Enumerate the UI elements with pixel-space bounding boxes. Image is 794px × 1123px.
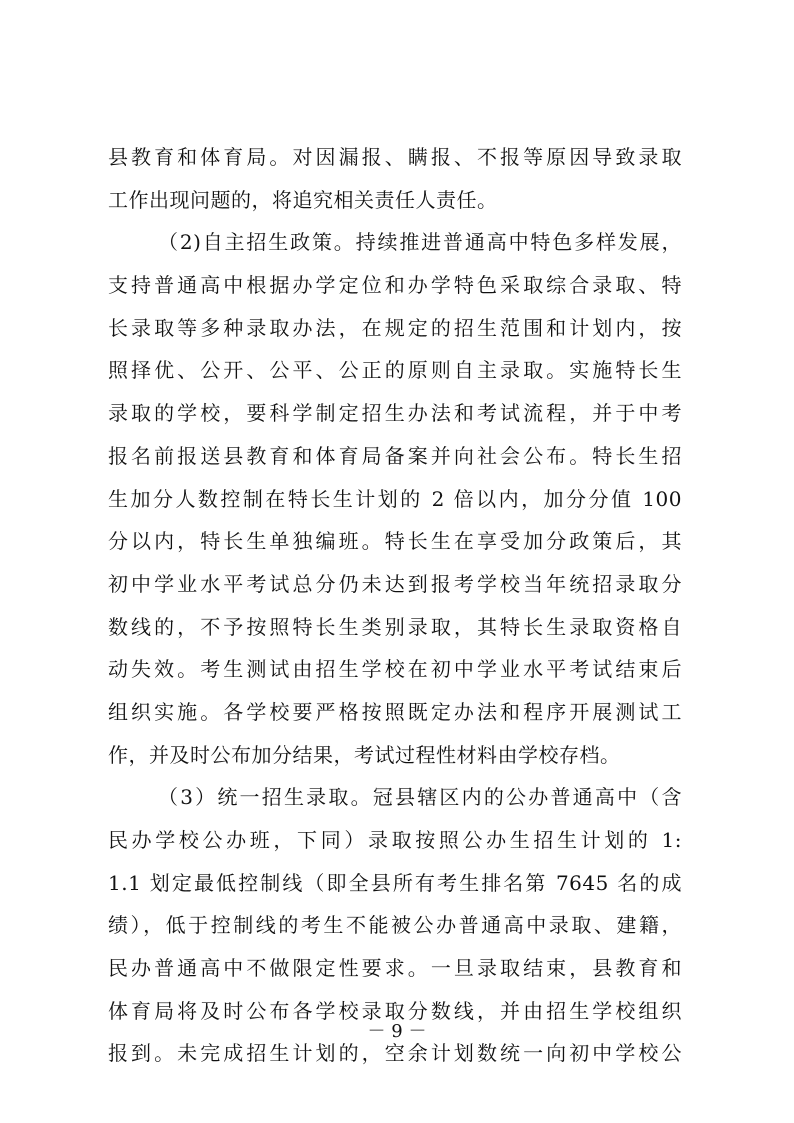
text-line: 初中学业水平考试总分仍未达到报考学校当年统招录取分 — [108, 571, 682, 596]
text-line: 照择优、公开、公平、公正的原则自主录取。实施特长生 — [108, 358, 682, 383]
page-number: － 9 － — [367, 1021, 427, 1042]
text-line: 数线的，不予按照特长生类别录取，其特长生录取资格自 — [108, 614, 682, 639]
text-line: 动失效。考生测试由招生学校在初中学业水平考试结束后 — [108, 657, 682, 682]
text-line: 分以内，特长生单独编班。特长生在享受加分政策后，其 — [108, 529, 682, 554]
text-line: 1.1 划定最低控制线（即全县所有考生排名第 7645 名的成 — [108, 870, 682, 895]
text-line: 民办学校公办班，下同）录取按照公办生招生计划的 1: — [108, 828, 682, 852]
paragraph-start-line: （2)自主招生政策。持续推进普通高中特色多样发展， — [158, 230, 682, 255]
text-line: 支持普通高中根据办学定位和办学特色采取综合录取、特 — [108, 273, 682, 298]
text-line: 县教育和体育局。对因漏报、瞒报、不报等原因导致录取 — [108, 145, 682, 169]
text-line: 报名前报送县教育和体育局备案并向社会公布。特长生招 — [108, 443, 682, 468]
text-line: 录取的学校，要科学制定招生办法和考试流程，并于中考 — [108, 401, 682, 426]
text-line: 作，并及时公布加分结果，考试过程性材料由学校存档。 — [108, 742, 621, 767]
body-text — [108, 136, 682, 1075]
text-line: 绩），低于控制线的考生不能被公办普通高中录取、建籍， — [108, 913, 682, 938]
text-line: 组织实施。各学校要严格按照既定办法和程序开展测试工 — [108, 699, 682, 724]
text-line: 民办普通高中不做限定性要求。一旦录取结束，县教育和 — [108, 956, 682, 981]
text-line: 报到。未完成招生计划的，空余计划数统一向初中学校公 — [108, 1041, 682, 1066]
text-line: 工作出现问题的，将追究相关责任人责任。 — [108, 187, 498, 212]
text-line: 体育局将及时公布各学校录取分数线，并由招生学校组织 — [108, 998, 682, 1023]
text-line: 长录取等多种录取办法，在规定的招生范围和计划内，按 — [108, 315, 682, 340]
paragraph-start-line: （3）统一招生录取。冠县辖区内的公办普通高中（含 — [158, 785, 682, 810]
text-line: 生加分人数控制在特长生计划的 2 倍以内，加分分值 100 — [108, 486, 682, 511]
